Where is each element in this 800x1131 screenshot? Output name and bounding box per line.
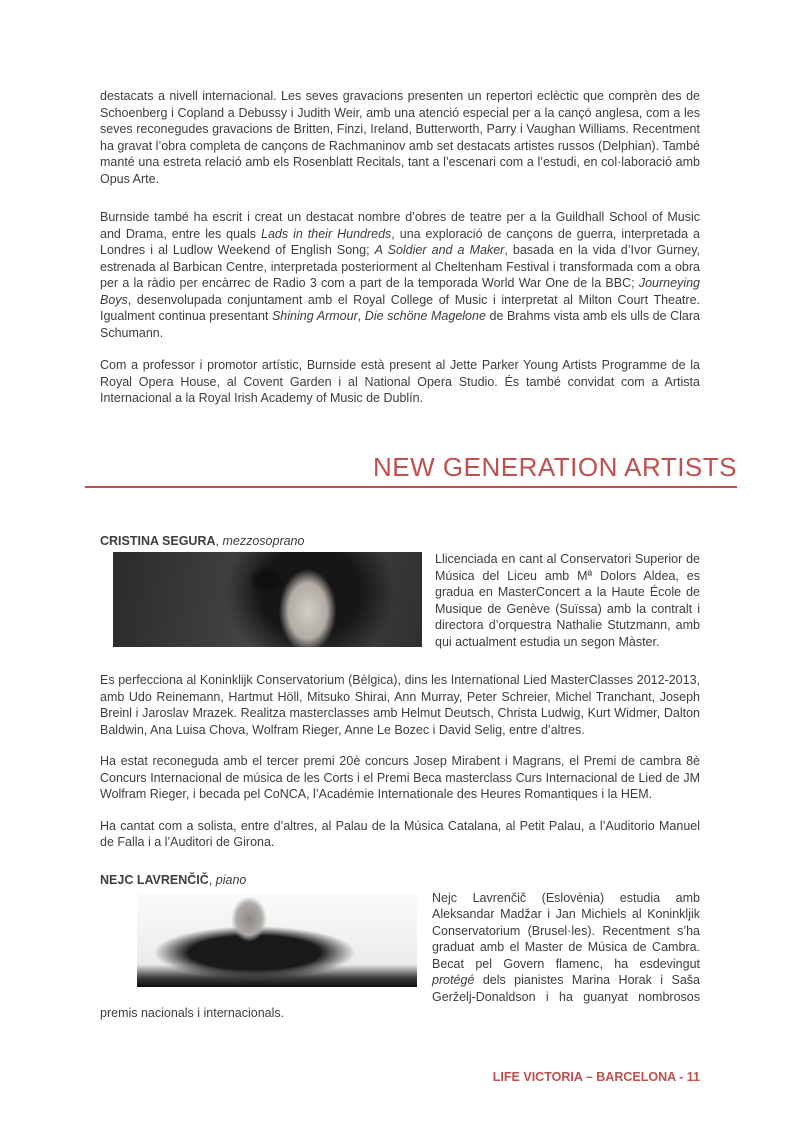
- burnside-paragraph-2: [100, 209, 700, 341]
- cristina-segura-photo: [113, 552, 422, 647]
- work-title-text: Die schöne Magelone: [364, 309, 486, 323]
- cristina-bio-paragraph-4: Ha cantat com a solista, entre d’altres, al Palau de la Música Catalana, al Petit Palau, a l’Auditorio Manuel de Falla i a l’Auditori de Girona.: [100, 818, 700, 850]
- emphasis-text: protégé: [432, 973, 475, 988]
- text-run: dels pianistes Marina Horak i Saša Gerželj-Donaldson i ha guanyat nombrosos premis nacionals i internacionals.: [100, 973, 700, 1021]
- work-title-text: Shining Armour: [271, 309, 358, 323]
- artist-role: piano: [215, 872, 247, 887]
- page-footer: LIFE VICTORIA – BARCELONA - 11: [492, 1070, 700, 1084]
- artist-header-nejc-lavrencic: [100, 873, 700, 887]
- cristina-bio-paragraph-2: Es perfecciona al Koninklijk Conservatorium (Bèlgica), dins les International Lied MasterClasses 2012-2013, amb Udo Reinemann, Hartmut Höll, Mitsuko Shirai, Ann Murray, Peter Schreier, Michel Tranchant, Joseph Breinl i Jaroslav Mrazek. Realitza masterclasses amb Helmut Deutsch, Christa Ludwig, Kurt Widmer, Dalton Baldwin, Ana Luisa Chova, Wolfram Rieger, Anne Le Bozec i David Selig, entre d’altres.: [100, 673, 700, 737]
- text-run: Nejc Lavrenčič (Eslovènia) estudia amb Aleksandar Madžar i Jan Michiels al Koninkljik Conservatorium (Brusel·les). Recentment s’ha graduat amb el Master de Música de Cambra. Becat pel Govern flamenc, ha esdevingut: [432, 890, 700, 971]
- work-title-text: Journeying Boys: [100, 276, 700, 307]
- page-content: [100, 88, 737, 1022]
- cristina-bio-paragraph-1: Llicenciada en cant al Conservatori Superior de Música del Liceu amb Mª Dolors Aldea, es gradua en MasterConcert a la Haute École de Musique de Genève (Suïssa) amb la contralt i directora d’orquestra Nathalie Stutzmann, amb qui actualment estudia un segon Màster.: [435, 552, 700, 649]
- cristina-bio-block: [100, 551, 700, 651]
- nejc-bio-block: [100, 890, 700, 1022]
- text-run: , una exploració de cançons de guerra, interpretada a Londres i al Ludlow Weekend of English Song;: [100, 226, 700, 257]
- burnside-paragraph-1: destacats a nivell internacional. Les seves gravacions presenten un repertori eclèctic que comprèn des de Schoenberg i Copland a Debussy i Judith Weir, amb una atenció especial per a la cançó anglesa, com a les seves reconegudes gravacions de Britten, Finzi, Ireland, Butterworth, Parry i Vaughan Williams. Recentment ha gravat l’obra completa de cançons de Rachmaninov amb set destacats artistes russos (Delphian). També manté una estreta relació amb els Rosenblatt Recitals, tant a l’escenari com a l’estudi, en col·laboració amb Opus Arte.: [100, 89, 700, 186]
- separator-text: ,: [208, 872, 216, 887]
- text-run: de Brahms vista amb els ulls de Clara Schumann.: [100, 309, 701, 340]
- nejc-lavrencic-photo: [137, 894, 417, 987]
- work-title-text: Lads in their Hundreds: [261, 226, 392, 241]
- section-heading: NEW GENERATION ARTISTS: [85, 453, 737, 489]
- artist-header-cristina-segura: [100, 534, 700, 548]
- text-run: , basada en la vida d’Ivor Gurney, estrenada al Barbican Centre, interpretada posteriorment al Cheltenham Festival i transformada com a obra per a la ràdio per encàrrec de Radio 3 com a part de la temporada World War One de la BBC;: [100, 243, 700, 290]
- cristina-bio-paragraph-3: Ha estat reconeguda amb el tercer premi 20è concurs Josep Mirabent i Magrans, el Premi de cambra 8è Concurs Internacional de música de les Corts i el Premi Beca masterclass Curs Internacional de Lied de JM Wolfram Rieger, i becada pel CoNCA, l’Académie Internationale des Heures Romantiques i la HEM.: [100, 754, 700, 802]
- text-run: Burnside també ha escrit i creat un destacat nombre d’obres de teatre per a la Guildhall School of Music and Drama, entre les quals: [100, 210, 700, 241]
- artist-name: CRISTINA SEGURA: [100, 534, 216, 549]
- artist-role: mezzosoprano: [222, 534, 305, 549]
- burnside-paragraph-3: Com a professor i promotor artístic, Burnside està present al Jette Parker Young Artists Programme de la Royal Opera House, al Covent Garden i al National Opera Studio. És també convidat com a Artista Internacional a la Royal Irish Academy of Music de Dublín.: [100, 358, 700, 405]
- separator-text: ,: [215, 534, 223, 549]
- text-run: , desenvolupada conjuntament amb el Royal College of Music i interpretat al Milton Court Theatre. Igualment continua presentant: [100, 292, 700, 323]
- text-run: ,: [357, 309, 365, 323]
- artist-name: NEJC LAVRENČIČ: [100, 872, 209, 887]
- work-title-text: A Soldier and a Maker: [374, 243, 505, 257]
